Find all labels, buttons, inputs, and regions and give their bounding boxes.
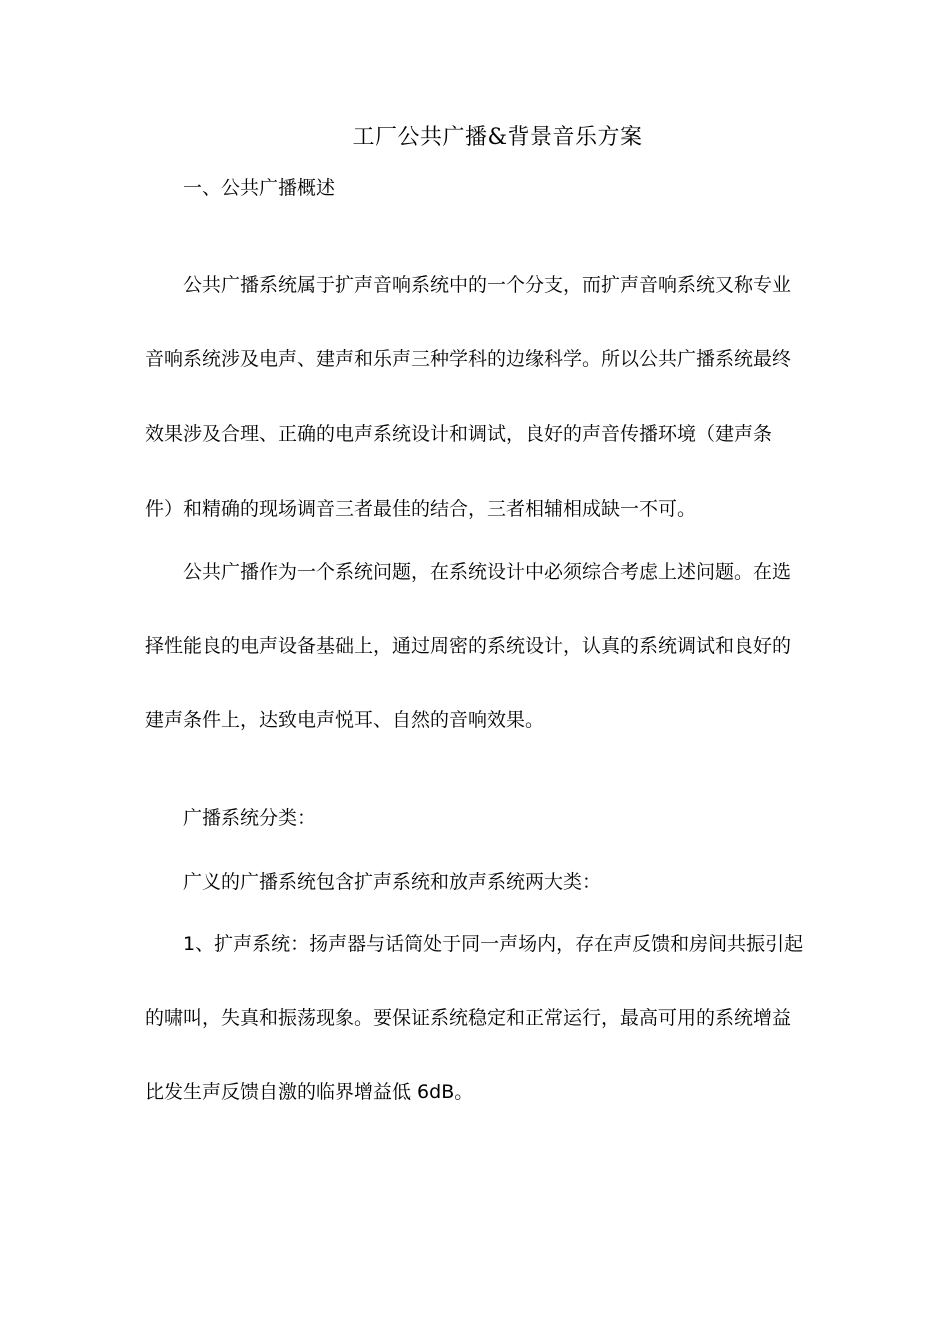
paragraph-line: 公共广播系统属于扩声音响系统中的一个分支，而扩声音响系统又称专业	[183, 274, 792, 296]
paragraph-line: 公共广播作为一个系统问题，在系统设计中必须综合考虑上述问题。在选	[183, 561, 792, 583]
classification-intro: 广义的广播系统包含扩声系统和放声系统两大类：	[183, 871, 602, 893]
section-heading: 一、公共广播概述	[183, 177, 336, 199]
classification-heading: 广播系统分类：	[183, 807, 317, 829]
paragraph-line: 择性能良的电声设备基础上，通过周密的系统设计，认真的系统调试和良好的	[145, 635, 792, 657]
paragraph-line: 音响系统涉及电声、建声和乐声三种学科的边缘科学。所以公共广播系统最终	[145, 348, 792, 370]
paragraph-line: 比发生声反馈自激的临界增益低 6dB。	[145, 1081, 474, 1103]
document-title: 工厂公共广播&背景音乐方案	[352, 125, 643, 150]
paragraph-line: 1、扩声系统：扬声器与话筒处于同一声场内，存在声反馈和房间共振引起	[183, 933, 804, 955]
paragraph-line: 件）和精确的现场调音三者最佳的结合，三者相辅相成缺一不可。	[145, 498, 697, 520]
paragraph-line: 建声条件上，达致电声悦耳、自然的音响效果。	[145, 709, 545, 731]
paragraph-line: 的啸叫，失真和振荡现象。要保证系统稳定和正常运行，最高可用的系统增益	[145, 1007, 792, 1029]
paragraph-line: 效果涉及合理、正确的电声系统设计和调试，良好的声音传播环境（建声条	[145, 423, 773, 445]
